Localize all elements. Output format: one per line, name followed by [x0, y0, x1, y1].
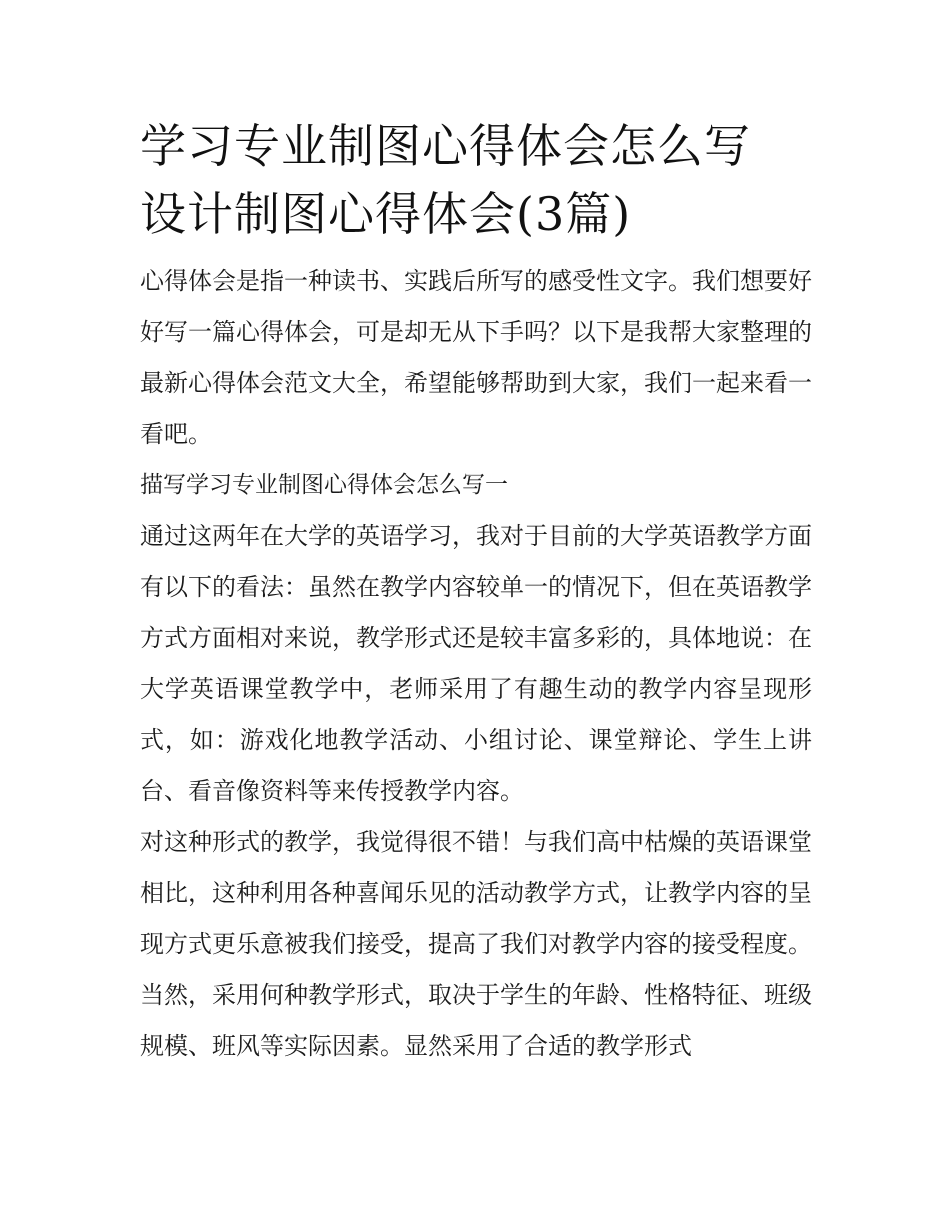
body-paragraph-2: 对这种形式的教学，我觉得很不错！与我们高中枯燥的英语课堂相比，这种利用各种喜闻乐见的活动教学方式，让教学内容的呈现方式更乐意被我们接受，提高了我们对教学内容的接受程度。当然，采用何种教学形式，取决于学生的年龄、性格特征、班级规模、班风等实际因素。显然采用了合适的教学形式	[140, 828, 812, 1060]
title-line-1: 学习专业制图心得体会怎么写	[140, 119, 751, 173]
document-body	[140, 112, 812, 1072]
section-heading: 描写学习专业制图心得体会怎么写一	[140, 472, 508, 498]
intro-paragraph: 心得体会是指一种读书、实践后所写的感受性文字。我们想要好好写一篇心得体会，可是却无从下手吗？以下是我帮大家整理的最新心得体会范文大全，希望能够帮助到大家，我们一起来看一看吧。	[140, 267, 812, 448]
title-line-2: 设计制图心得体会(3篇)	[140, 187, 632, 241]
body-paragraph-1: 通过这两年在大学的英语学习，我对于目前的大学英语教学方面有以下的看法：虽然在教学内容较单一的情况下，但在英语教学方式方面相对来说，教学形式还是较丰富多彩的，具体地说：在大学英语课堂教学中，老师采用了有趣生动的教学内容呈现形式，如：游戏化地教学活动、小组讨论、课堂辩论、学生上讲台、看音像资料等来传授教学内容。	[140, 522, 812, 805]
document-title	[140, 112, 812, 248]
